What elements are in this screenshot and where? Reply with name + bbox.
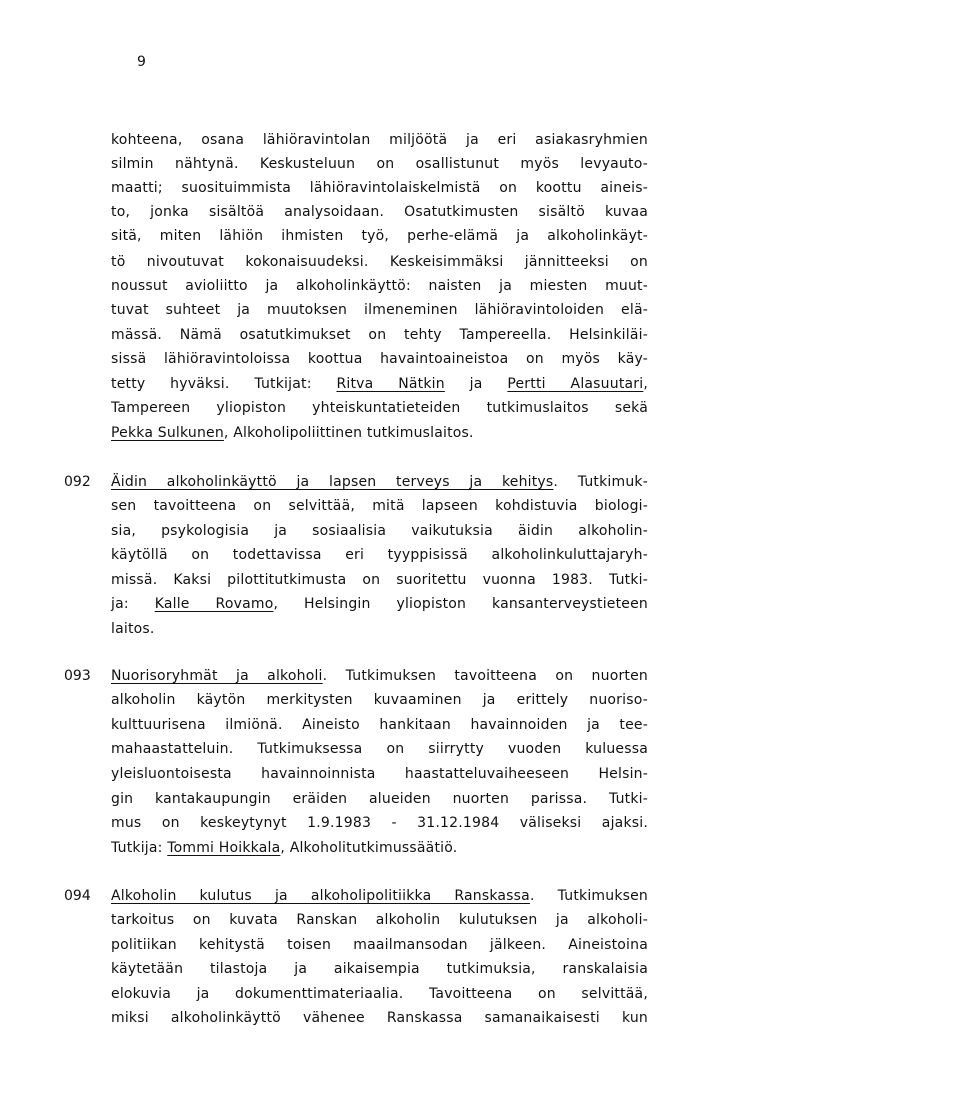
text-segment: , [643, 376, 648, 392]
text-line [111, 592, 648, 616]
text-line: to, jonka sisältöä analysoidaan. Osatutkimusten sisältö kuvaa [111, 204, 648, 220]
text-line [111, 470, 648, 494]
text-line: kulttuurisena ilmiönä. Aineisto hankitaan havainnoiden ja tee- [111, 717, 648, 733]
text-segment: ja: [111, 596, 155, 612]
text-line: silmin nähtynä. Keskusteluun on osallistunut myös levyauto- [111, 156, 648, 172]
text-line: sen tavoitteena on selvittää, mitä lapseen kohdistuvia biologi- [111, 498, 648, 514]
text-line: yleisluontoisesta havainnoinnista haastatteluvaiheeseen Helsin- [111, 766, 648, 782]
text-segment: , Alkoholipoliittinen tutkimuslaitos. [223, 425, 474, 441]
text-line: käytetään tilastoja ja aikaisempia tutkimuksia, ranskalaisia [111, 961, 648, 977]
researcher-name: Tommi Hoikkala [167, 840, 281, 856]
entry-title: Alkoholin kulutus ja alkoholipolitiikka Ranskassa [111, 888, 530, 904]
entry-number: 094 [64, 888, 91, 904]
text-line: tuvat suhteet ja muutoksen ilmeneminen lähiöravintoloiden elä- [111, 302, 648, 318]
text-line [111, 421, 648, 445]
text-line [111, 664, 648, 688]
text-line: laitos. [111, 621, 155, 637]
text-line [111, 372, 648, 396]
text-line: sissä lähiöravintoloissa koottua havaintoaineistoa on myös käy- [111, 351, 648, 367]
text-line: sia, psykologisia ja sosiaalisia vaikutuksia äidin alkoholin- [111, 523, 648, 539]
text-segment: , Helsingin yliopiston kansanterveystieteen [273, 596, 648, 612]
text-segment: Tutkija: [111, 840, 168, 856]
text-line: mahaastatteluin. Tutkimuksessa on siirrytty vuoden kuluessa [111, 741, 648, 757]
text-segment: tetty hyväksi. Tutkijat: [111, 376, 337, 392]
text-segment: . Tutkimuksen tavoitteena on nuorten [322, 668, 648, 684]
text-line: politiikan kehitystä toisen maailmansodan jälkeen. Aineistoina [111, 937, 648, 953]
text-line [111, 884, 648, 908]
entry-title: Nuorisoryhmät ja alkoholi [111, 668, 323, 684]
text-line: tö nivoutuvat kokonaisuudeksi. Keskeisimmäksi jännitteeksi on [111, 254, 648, 270]
text-segment: , Alkoholitutkimussäätiö. [280, 840, 458, 856]
researcher-name: Pertti Alasuutari [507, 376, 644, 392]
text-line: mus on keskeytynyt 1.9.1983 - 31.12.1984 väliseksi ajaksi. [111, 815, 648, 831]
text-line: kohteena, osana lähiöravintolan miljöötä ja eri asiakasryhmien [111, 132, 648, 148]
entry-number: 093 [64, 668, 91, 684]
text-segment: . Tutkimuk- [553, 474, 648, 490]
text-line: tarkoitus on kuvata Ranskan alkoholin kulutuksen ja alkoholi- [111, 912, 648, 928]
researcher-name: Ritva Nätkin [336, 376, 445, 392]
text-line: mässä. Nämä osatutkimukset on tehty Tampereella. Helsinkiläi- [111, 327, 648, 343]
text-segment: . Tutkimuksen [529, 888, 649, 904]
text-line: sitä, miten lähiön ihmisten työ, perhe-elämä ja alkoholinkäyt- [111, 228, 648, 244]
text-line: Tampereen yliopiston yhteiskuntatieteiden tutkimuslaitos sekä [111, 400, 648, 416]
entry-title: Äidin alkoholinkäyttö ja lapsen terveys ja kehitys [111, 474, 554, 490]
text-line: noussut avioliitto ja alkoholinkäyttö: naisten ja miesten muut- [111, 278, 648, 294]
text-line: miksi alkoholinkäyttö vähenee Ranskassa samanaikaisesti kun [111, 1010, 648, 1026]
entry-number: 092 [64, 474, 91, 490]
text-segment: ja [444, 376, 508, 392]
text-line: missä. Kaksi pilottitutkimusta on suoritettu vuonna 1983. Tutki- [111, 572, 648, 588]
text-line: elokuvia ja dokumenttimateriaalia. Tavoitteena on selvittää, [111, 986, 648, 1002]
text-line [111, 836, 648, 860]
text-line: käytöllä on todettavissa eri tyyppisissä alkoholinkuluttajaryh- [111, 547, 648, 563]
text-line: alkoholin käytön merkitysten kuvaaminen ja erittely nuoriso- [111, 692, 648, 708]
text-line: gin kantakaupungin eräiden alueiden nuorten parissa. Tutki- [111, 791, 648, 807]
researcher-name: Pekka Sulkunen [111, 425, 224, 441]
text-line: maatti; suosituimmista lähiöravintolaiskelmistä on koottu aineis- [111, 180, 648, 196]
page-number: 9 [137, 54, 146, 70]
researcher-name: Kalle Rovamo [154, 596, 274, 612]
